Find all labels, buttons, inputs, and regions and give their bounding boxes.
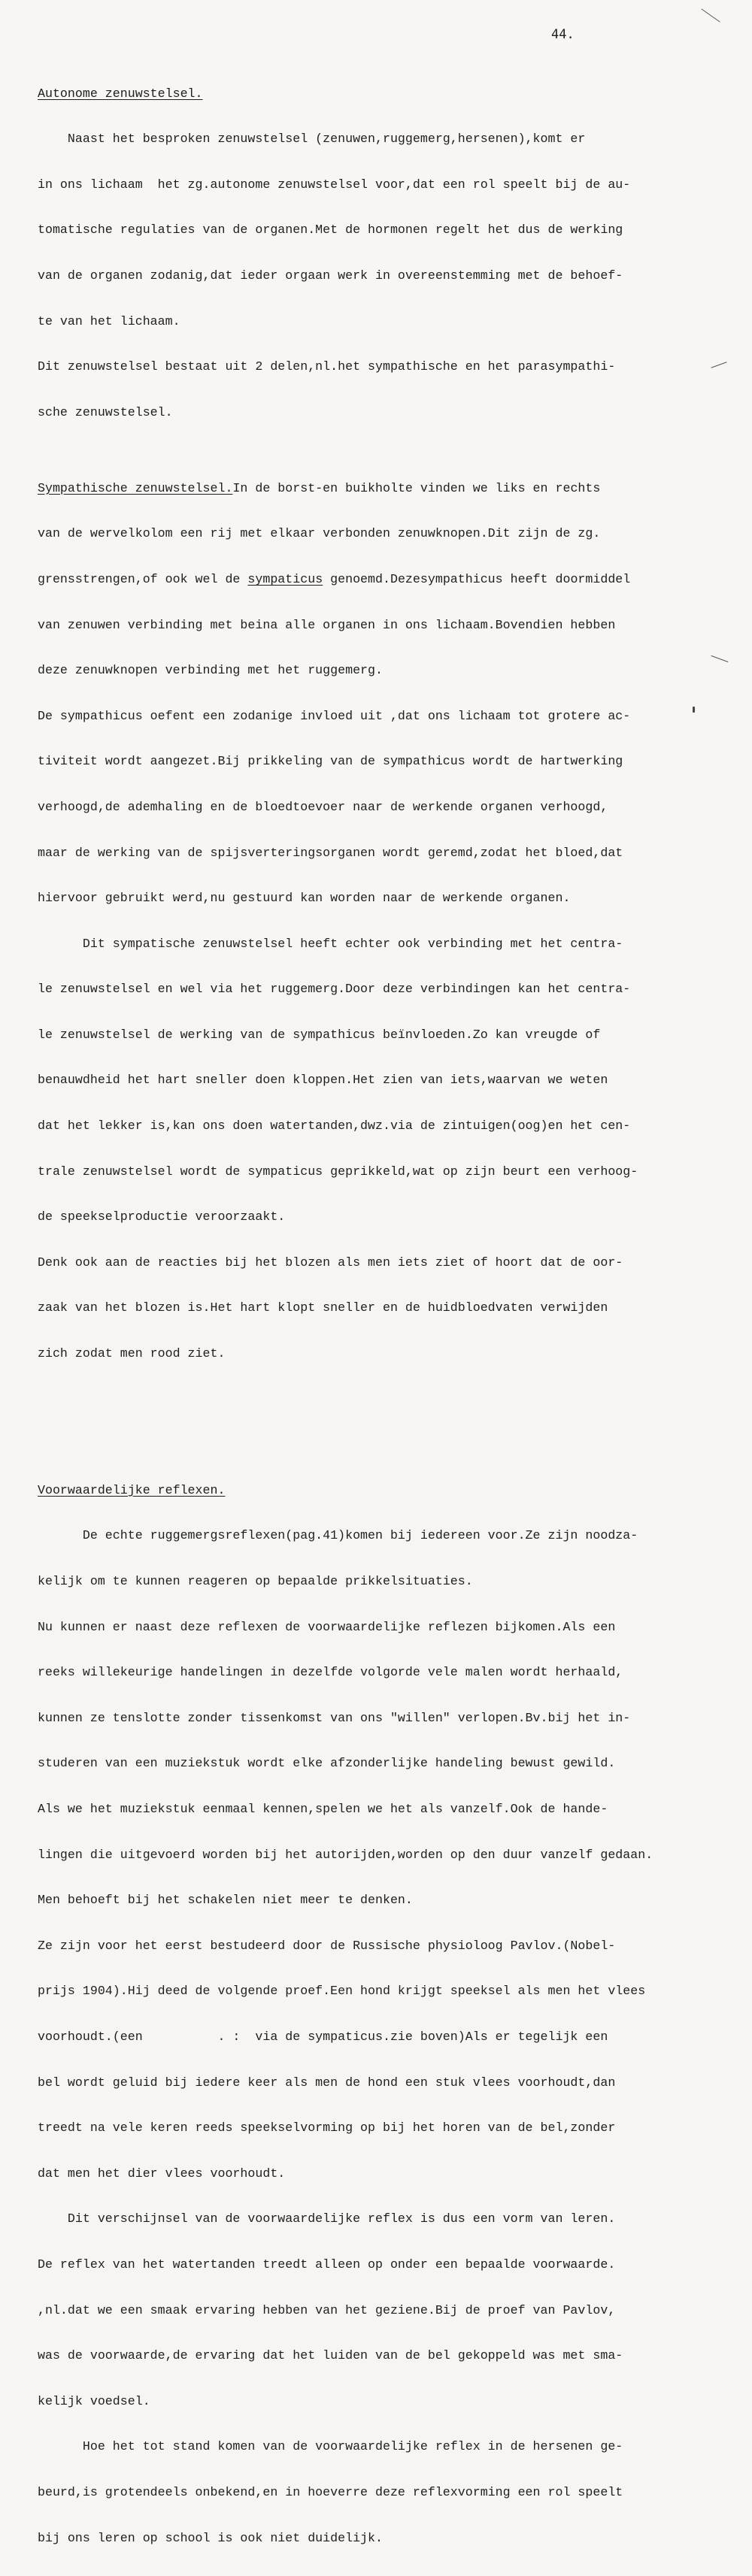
- text-line: prijs 1904).Hij deed de volgende proef.Een hond krijgt speeksel als men het vlees: [38, 1984, 646, 1999]
- text-line: zich zodat men rood ziet.: [38, 1346, 226, 1361]
- text-line: van de organen zodanig,dat ieder orgaan werk in overeenstemming met de behoef-: [38, 268, 623, 283]
- text-line: beurd,is grotendeels onbekend,en in hoeverre deze reflexvorming een rol speelt: [38, 2484, 623, 2499]
- text-line: le zenuwstelsel de werking van de sympathicus beïnvloeden.Zo kan vreugde of: [38, 1027, 601, 1042]
- text-line: sche zenuwstelsel.: [38, 404, 173, 419]
- text-line: hiervoor gebruikt werd,nu gestuurd kan worden naar de werkende organen.: [38, 891, 571, 906]
- text-line: de speekselproductie veroorzaakt.: [38, 1209, 286, 1224]
- text-line: kunnen ze tenslotte zonder tissenkomst van ons "willen" verlopen.Bv.bij het in-: [38, 1710, 631, 1725]
- text-line: kelijk om te kunnen reageren op bepaalde prikkelsituaties.: [38, 1574, 473, 1589]
- text-line: in ons lichaam het zg.autonome zenuwstelsel voor,dat een rol speelt bij de au-: [38, 177, 631, 192]
- text-line: voorhoudt.(een . : via de sympaticus.zie boven)Als er tegelijk een: [38, 2029, 608, 2044]
- text-line: grensstrengen,of ook wel de sympaticus genoemd.Dezesympathicus heeft doormiddel: [38, 571, 631, 586]
- underlined-term: sympaticus: [247, 571, 323, 586]
- text-line: zaak van het blozen is.Het hart klopt sneller en de huidbloedvaten verwijden: [38, 1300, 608, 1315]
- section-heading-voorwaardelijke: Voorwaardelijke reflexen.: [38, 1482, 226, 1497]
- text-line: studeren van een muziekstuk wordt elke afzonderlijke handeling bewust gewild.: [38, 1756, 616, 1771]
- text-line: Als we het muziekstuk eenmaal kennen,spelen we het als vanzelf.Ook de hande-: [38, 1802, 608, 1816]
- text-line: treedt na vele keren reeds speekselvorming op bij het horen van de bel,zonder: [38, 2120, 616, 2136]
- text-line: Hoe het tot stand komen van de voorwaardelijke reflex in de hersenen ge-: [38, 2439, 623, 2454]
- document-body: [38, 41, 729, 2576]
- page-number: 44.: [551, 27, 575, 42]
- text-line: De echte ruggemergsreflexen(pag.41)komen bij iedereen voor.Ze zijn noodza-: [38, 1528, 638, 1543]
- margin-mark: [701, 8, 720, 22]
- text-line: lingen die uitgevoerd worden bij het autorijden,worden op den duur vanzelf gedaan.: [38, 1847, 653, 1862]
- text-line: was de voorwaarde,de ervaring dat het luiden van de bel gekoppeld was met sma-: [38, 2348, 623, 2363]
- section-heading-autonome: Autonome zenuwstelsel.: [38, 86, 203, 101]
- text-line: reeks willekeurige handelingen in dezelfde volgorde vele malen wordt herhaald,: [38, 1665, 623, 1680]
- text-line: maar de werking van de spijsverteringsorganen wordt geremd,zodat het bloed,dat: [38, 845, 623, 860]
- text-line: benauwdheid het hart sneller doen kloppen.Het zien van iets,waarvan we weten: [38, 1073, 608, 1088]
- text-line: verhoogd,de ademhaling en de bloedtoevoer naar de werkende organen verhoogd,: [38, 799, 608, 814]
- text-line: Denk ook aan de reacties bij het blozen als men iets ziet of hoort dat de oor-: [38, 1255, 623, 1270]
- text-line: Naast het besproken zenuwstelsel (zenuwen,ruggemerg,hersenen),komt er: [38, 132, 586, 147]
- text-line: Nu kunnen er naast deze reflexen de voorwaardelijke reflezen bijkomen.Als een: [38, 1619, 616, 1634]
- text-line: tiviteit wordt aangezet.Bij prikkeling van de sympathicus wordt de hartwerking: [38, 754, 623, 769]
- text-line: te van het lichaam.: [38, 313, 180, 328]
- text-line: Dit zenuwstelsel bestaat uit 2 delen,nl.het sympathische en het parasympathi-: [38, 359, 616, 374]
- text-line: Dit verschijnsel van de voorwaardelijke reflex is dus een vorm van leren.: [38, 2211, 616, 2226]
- text-line: dat het lekker is,kan ons doen watertanden,dwz.via de zintuigen(oog)en het cen-: [38, 1118, 631, 1134]
- section-heading-sympathische: Sympathische zenuwstelsel.In de borst-en buikholte vinden we liks en rechts: [38, 480, 601, 495]
- text-line: tomatische regulaties van de organen.Met de hormonen regelt het dus de werking: [38, 222, 623, 238]
- paragraph-gap: [38, 1407, 729, 1422]
- text-line: le zenuwstelsel en wel via het ruggemerg.Door deze verbindingen kan het centra-: [38, 982, 631, 997]
- margin-dot: [693, 707, 695, 713]
- text-line: De reflex van het watertanden treedt alleen op onder een bepaalde voorwaarde.: [38, 2257, 616, 2272]
- text-line: van de wervelkolom een rij met elkaar verbonden zenuwknopen.Dit zijn de zg.: [38, 526, 601, 541]
- text-line: van zenuwen verbinding met beina alle organen in ons lichaam.Bovendien hebben: [38, 617, 616, 632]
- text-line: bel wordt geluid bij iedere keer als men de hond een stuk vlees voorhoudt,dan: [38, 2075, 616, 2090]
- text-line: De sympathicus oefent een zodanige invloed uit ,dat ons lichaam tot grotere ac-: [38, 708, 631, 723]
- text-line: deze zenuwknopen verbinding met het ruggemerg.: [38, 663, 383, 678]
- text-line: dat men het dier vlees voorhoudt.: [38, 2166, 286, 2181]
- text-line: Men behoeft bij het schakelen niet meer te denken.: [38, 1893, 413, 1908]
- text-line: Dit sympatische zenuwstelsel heeft echter ook verbinding met het centra-: [38, 936, 623, 951]
- text-line: kelijk voedsel.: [38, 2393, 150, 2408]
- text-line: trale zenuwstelsel wordt de sympaticus geprikkeld,wat op zijn beurt een verhoog-: [38, 1164, 638, 1179]
- text-line: bij ons leren op school is ook niet duidelijk.: [38, 2530, 383, 2545]
- text-line: Ze zijn voor het eerst bestudeerd door de Russische physioloog Pavlov.(Nobel-: [38, 1938, 616, 1953]
- text-line: ,nl.dat we een smaak ervaring hebben van het geziene.Bij de proef van Pavlov,: [38, 2302, 616, 2317]
